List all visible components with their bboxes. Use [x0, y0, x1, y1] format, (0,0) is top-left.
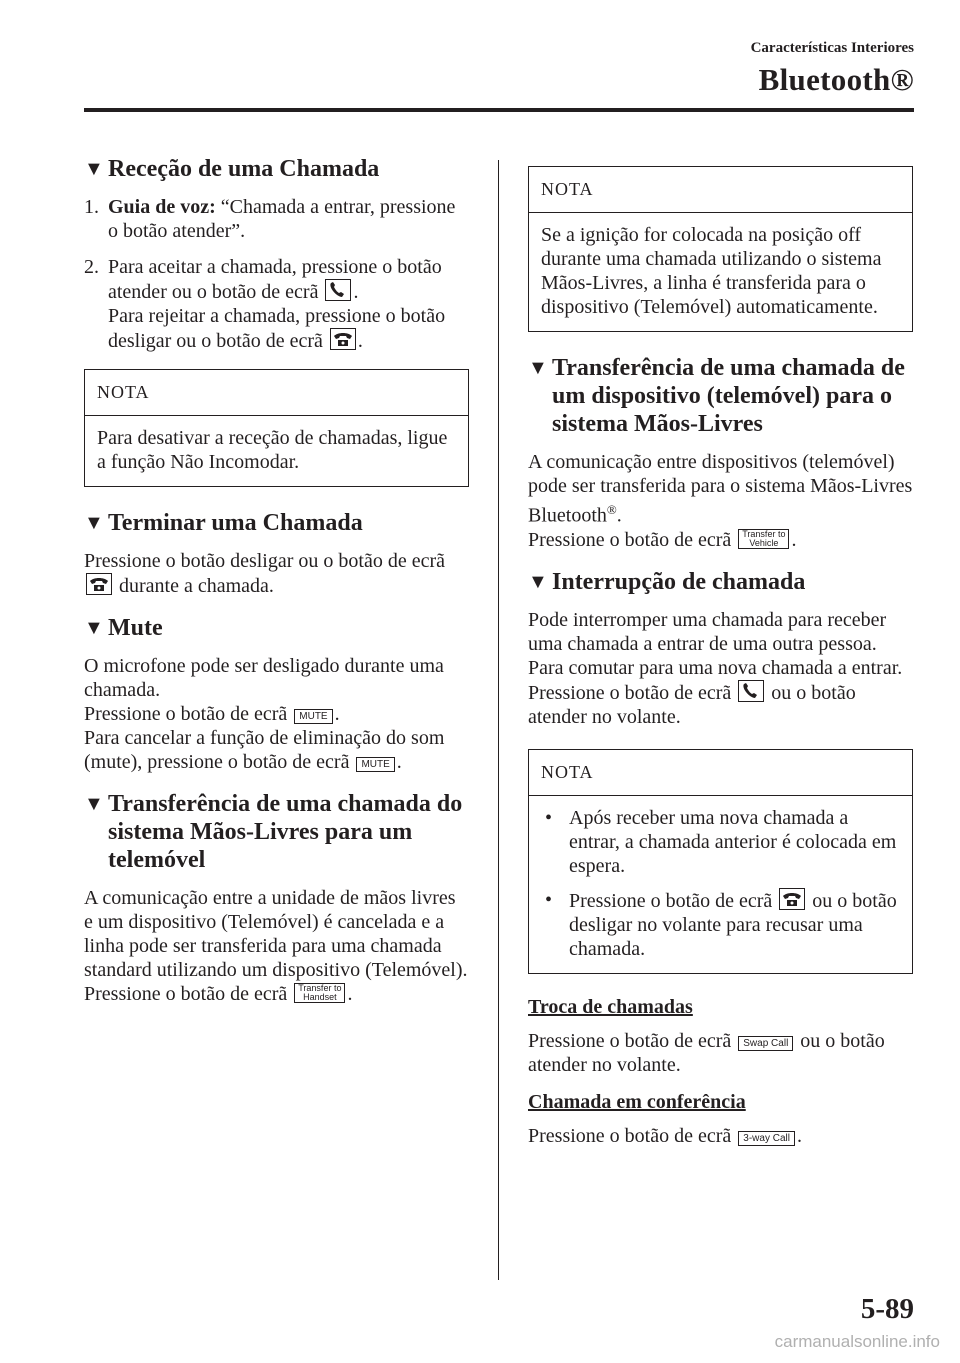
- paragraph: O microfone pode ser desligado durante uma chamada.: [84, 655, 444, 701]
- section-heading-terminar: ▼ Terminar uma Chamada: [84, 510, 363, 536]
- phone-answer-icon: [325, 279, 351, 301]
- left-column: [84, 155, 469, 1006]
- note-body: [529, 796, 912, 973]
- note-body: Se a ignição for colocada na posição off durante uma chamada utilizando o sistema Mãos-Livres, a linha é transferida para o dispositivo (Telemóvel) automaticamente.: [541, 224, 882, 318]
- header-rule: [84, 108, 914, 112]
- swap-call-button-glyph: Swap Call: [738, 1036, 793, 1051]
- paragraph: Pressione o botão de ecrã Swap Call ou o botão atender no volante.: [528, 1029, 885, 1076]
- right-column: [528, 152, 913, 1148]
- header-title: Bluetooth®: [758, 62, 914, 97]
- ordered-list: [84, 195, 469, 353]
- transfer-to-handset-button-glyph: Transfer to Handset: [294, 983, 345, 1003]
- paragraph: Pressione o botão de ecrã Transfer to Vehicle .: [528, 528, 797, 551]
- header-section: Características Interiores: [750, 40, 914, 56]
- note-box: [528, 749, 913, 974]
- note-header: NOTA: [529, 167, 912, 213]
- paragraph: Pressione o botão de ecrã Transfer to Handset .: [84, 983, 353, 1005]
- triangle-icon: ▼: [528, 570, 548, 593]
- mute-button-glyph: MUTE: [356, 757, 394, 772]
- section-heading-transfer-handset: ▼ Transferência de uma chamada do sistema Mãos-Livres para um telemóvel: [84, 791, 463, 873]
- paragraph: A comunicação entre a unidade de mãos livres e um dispositivo (Telemóvel) é cancelada e a linha pode ser transferida para uma chamada standard utilizando um dispositivo (Telemóvel).: [84, 887, 468, 981]
- transfer-to-vehicle-button-glyph: Transfer to Vehicle: [738, 529, 789, 549]
- paragraph: A comunicação entre dispositivos (telemóvel) pode ser transferida para o sistema Mãos-Livres Bluetooth®.: [528, 451, 913, 527]
- paragraph: Pressione o botão desligar ou o botão de ecrã durante a chamada.: [84, 550, 446, 597]
- subheading-conferencia: Chamada em conferência: [528, 1090, 746, 1113]
- subheading-troca: Troca de chamadas: [528, 995, 693, 1018]
- paragraph: Para comutar para uma nova chamada a entrar.: [528, 656, 903, 679]
- phone-hangup-icon: [86, 573, 112, 595]
- three-way-call-button-glyph: 3-way Call: [738, 1131, 795, 1146]
- triangle-icon: ▼: [84, 617, 104, 639]
- phone-hangup-icon: [779, 888, 805, 910]
- paragraph: Pode interromper uma chamada para receber uma chamada a entrar de uma outra pessoa.: [528, 608, 887, 655]
- note-body: Para desativar a receção de chamadas, ligue a função Não Incomodar.: [97, 427, 448, 473]
- phone-hangup-icon: [330, 328, 356, 350]
- paragraph: Pressione o botão de ecrã MUTE .: [84, 703, 340, 725]
- column-divider: [498, 160, 499, 1280]
- section-heading-interrupcao: ▼ Interrupção de chamada: [528, 568, 806, 595]
- paragraph: Para cancelar a função de eliminação do som (mute), pressione o botão de ecrã MUTE .: [84, 727, 445, 773]
- note-box: [84, 369, 469, 487]
- triangle-icon: ▼: [84, 158, 104, 180]
- list-item: 1. Guia de voz: “Chamada a entrar, pressione o botão atender”.: [84, 196, 456, 242]
- note-header: NOTA: [85, 370, 468, 416]
- triangle-icon: ▼: [84, 512, 104, 534]
- paragraph: Pressione o botão de ecrã ou o botão atender no volante.: [528, 681, 856, 728]
- page-number: 5-89: [860, 1293, 914, 1325]
- note-header: NOTA: [529, 750, 912, 796]
- bullet-item: • Pressione o botão de ecrã ou o botão desligar no volante para recusar uma chamada.: [545, 888, 897, 960]
- paragraph: Pressione o botão de ecrã 3-way Call .: [528, 1124, 802, 1147]
- watermark: carmanualsonline.info: [774, 1332, 940, 1351]
- phone-answer-icon: [738, 680, 764, 702]
- section-heading-transfer-vehicle: ▼ Transferência de uma chamada de um dispositivo (telemóvel) para o sistema Mãos-Livres: [528, 355, 905, 437]
- section-heading-rececao: ▼ Receção de uma Chamada: [84, 156, 380, 182]
- mute-button-glyph: MUTE: [294, 709, 332, 724]
- note-box: [528, 166, 913, 332]
- triangle-icon: ▼: [84, 793, 104, 815]
- list-item: 2. Para aceitar a chamada, pressione o botão atender ou o botão de ecrã . Para rejeitar a chamada, pressione o botão desligar ou o botão de ecrã .: [84, 256, 446, 352]
- bullet-item: • Após receber uma nova chamada a entrar, a chamada anterior é colocada em espera.: [545, 806, 897, 877]
- triangle-icon: ▼: [528, 357, 548, 379]
- section-heading-mute: ▼ Mute: [84, 615, 163, 641]
